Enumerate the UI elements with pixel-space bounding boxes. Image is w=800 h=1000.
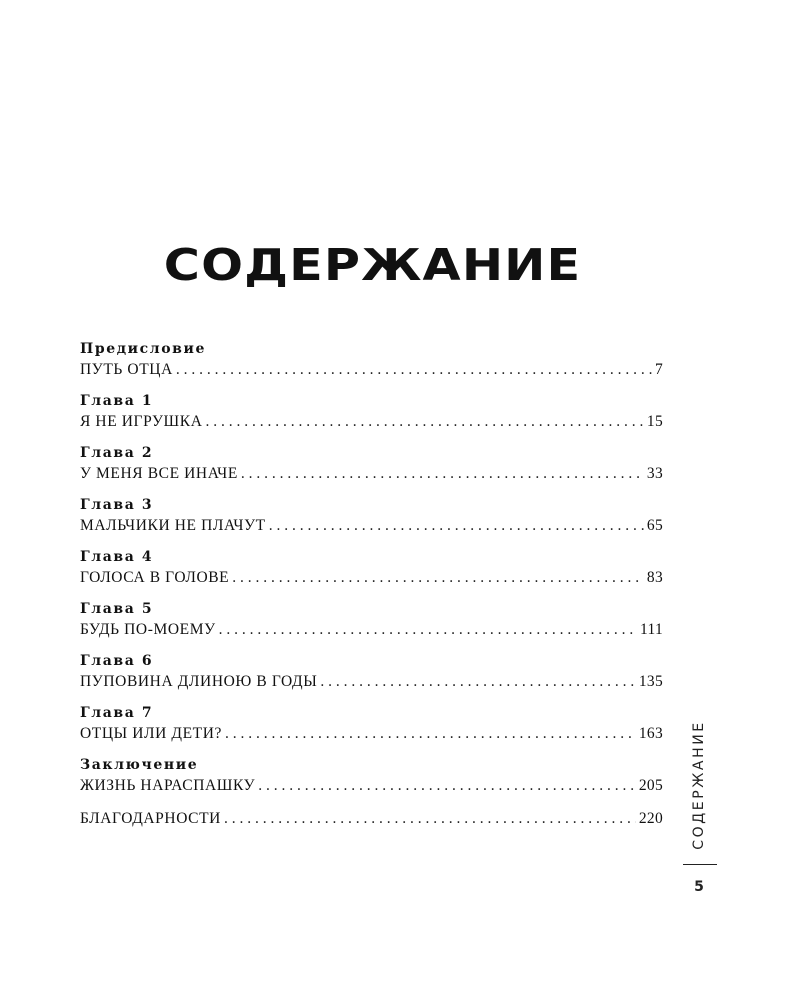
toc-entry-label: Глава 4 bbox=[80, 549, 154, 565]
toc-entry-chapter-1 bbox=[80, 392, 663, 432]
running-section-heading bbox=[679, 715, 719, 855]
toc-entry-page: 65 bbox=[646, 517, 663, 534]
toc-entry-page: 7 bbox=[654, 361, 663, 378]
running-section-heading-text: СОДЕРЖАНИЕ bbox=[691, 720, 707, 850]
table-of-contents bbox=[80, 340, 663, 841]
toc-entry-line[interactable] bbox=[80, 359, 663, 380]
toc-entry-title: МАЛЬЧИКИ НЕ ПЛАЧУТ bbox=[80, 517, 266, 534]
page-title: СОДЕРЖАНИЕ bbox=[163, 240, 582, 291]
toc-entry-page: 83 bbox=[646, 569, 663, 586]
toc-entry-label: Глава 2 bbox=[80, 445, 154, 461]
page-number-divider bbox=[683, 864, 717, 865]
toc-entry-title: БЛАГОДАРНОСТИ bbox=[80, 810, 221, 827]
dot-leader bbox=[205, 411, 643, 432]
toc-entry-line[interactable] bbox=[80, 567, 663, 588]
dot-leader bbox=[224, 808, 636, 829]
toc-entry-title: Я НЕ ИГРУШКА bbox=[80, 413, 203, 430]
toc-entry-label: Глава 7 bbox=[80, 705, 154, 721]
toc-entry-chapter-2 bbox=[80, 444, 663, 484]
toc-entry-conclusion bbox=[80, 756, 663, 796]
toc-entry-line[interactable] bbox=[80, 411, 663, 432]
toc-entry-chapter-7 bbox=[80, 704, 663, 744]
toc-entry-page: 15 bbox=[646, 413, 663, 430]
toc-entry-page: 163 bbox=[638, 725, 663, 742]
toc-entry-title: БУДЬ ПО-МОЕМУ bbox=[80, 621, 216, 638]
toc-entry-line[interactable] bbox=[80, 463, 663, 484]
page-number: 5 bbox=[694, 879, 704, 895]
dot-leader bbox=[241, 463, 644, 484]
dot-leader bbox=[232, 567, 644, 588]
toc-entry-label: Предисловие bbox=[80, 341, 206, 357]
toc-entry-line[interactable] bbox=[80, 671, 663, 692]
toc-entry-acknowledgements bbox=[80, 808, 663, 829]
toc-entry-label: Глава 3 bbox=[80, 497, 154, 513]
toc-entry-page: 205 bbox=[638, 777, 663, 794]
dot-leader bbox=[225, 723, 636, 744]
toc-entry-page: 111 bbox=[640, 621, 663, 638]
toc-entry-page: 33 bbox=[646, 465, 663, 482]
toc-entry-title: У МЕНЯ ВСЕ ИНАЧЕ bbox=[80, 465, 238, 482]
toc-entry-chapter-3 bbox=[80, 496, 663, 536]
dot-leader bbox=[219, 619, 637, 640]
toc-entry-title: ПУТЬ ОТЦА bbox=[80, 361, 173, 378]
toc-entry-page: 135 bbox=[638, 673, 663, 690]
dot-leader bbox=[258, 775, 636, 796]
dot-leader bbox=[269, 515, 644, 536]
toc-entry-line[interactable] bbox=[80, 723, 663, 744]
dot-leader bbox=[320, 671, 636, 692]
toc-entry-title: ЖИЗНЬ НАРАСПАШКУ bbox=[80, 777, 256, 794]
toc-entry-line[interactable] bbox=[80, 808, 663, 829]
toc-entry-label: Глава 6 bbox=[80, 653, 154, 669]
toc-entry-title: ПУПОВИНА ДЛИНОЮ В ГОДЫ bbox=[80, 673, 318, 690]
toc-entry-label: Заключение bbox=[80, 757, 199, 773]
toc-entry-label: Глава 1 bbox=[80, 393, 154, 409]
toc-entry-chapter-4 bbox=[80, 548, 663, 588]
dot-leader bbox=[176, 359, 652, 380]
toc-entry-line[interactable] bbox=[80, 515, 663, 536]
toc-entry-line[interactable] bbox=[80, 619, 663, 640]
toc-entry-title: ГОЛОСА В ГОЛОВЕ bbox=[80, 569, 230, 586]
toc-entry-page: 220 bbox=[638, 810, 663, 827]
toc-entry-line[interactable] bbox=[80, 775, 663, 796]
toc-entry-chapter-5 bbox=[80, 600, 663, 640]
toc-entry-title: ОТЦЫ ИЛИ ДЕТИ? bbox=[80, 725, 223, 742]
toc-entry-chapter-6 bbox=[80, 652, 663, 692]
toc-entry-label: Глава 5 bbox=[80, 601, 154, 617]
toc-entry-foreword bbox=[80, 340, 663, 380]
